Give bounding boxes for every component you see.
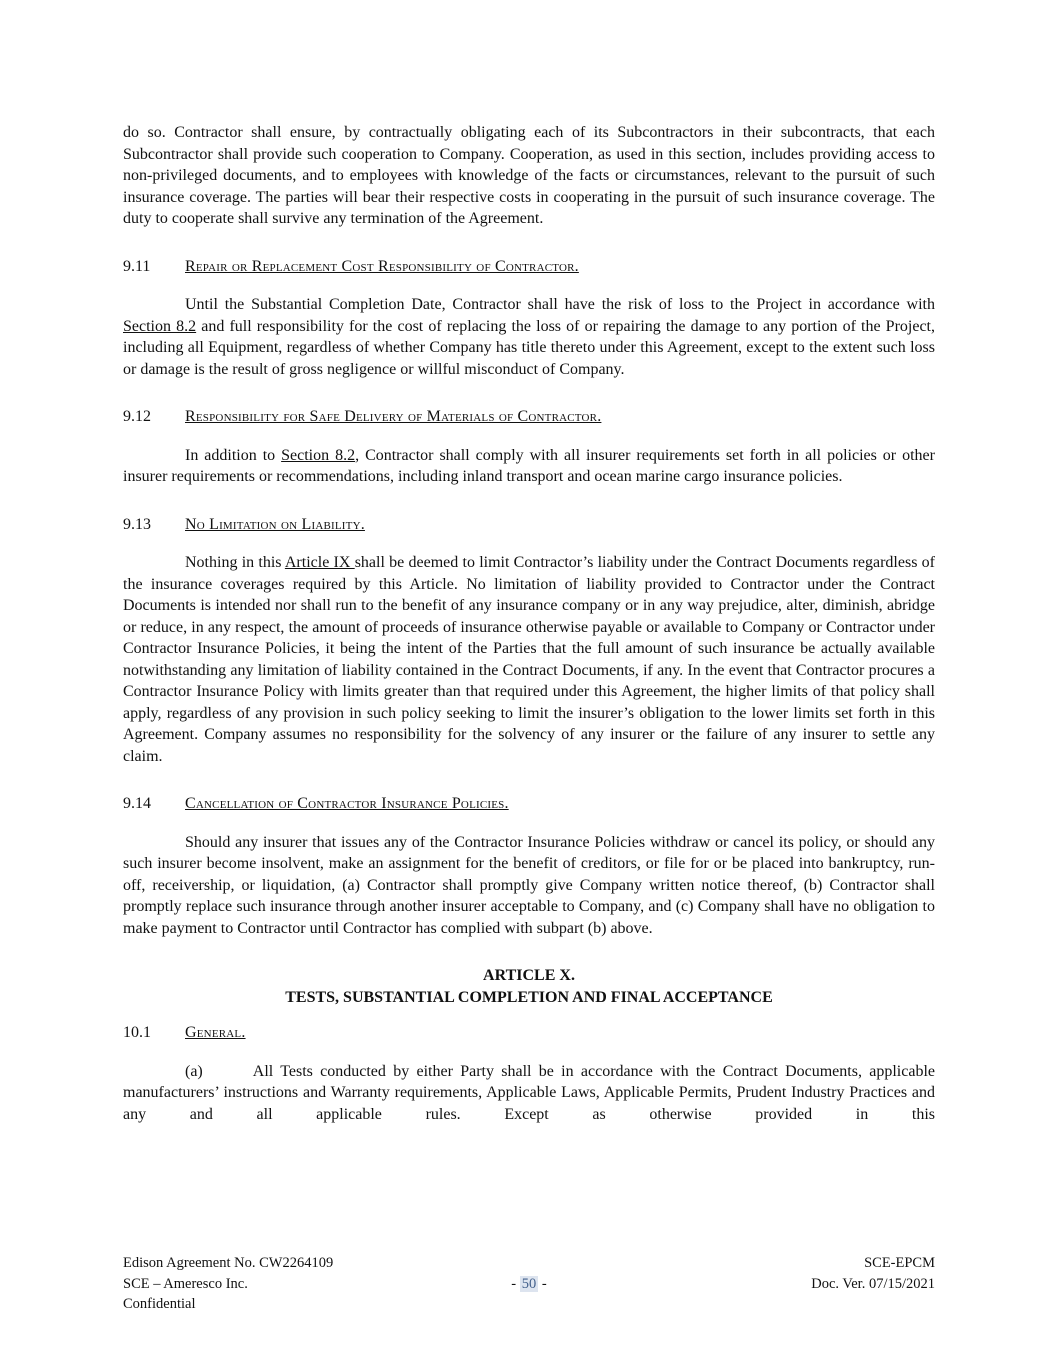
section-title: Responsibility for Safe Delivery of Materials of Contractor. [185, 408, 602, 425]
section-title: Cancellation of Contractor Insurance Policies. [185, 795, 509, 812]
footer-left [123, 1253, 511, 1315]
paragraph-text: and full responsibility for the cost of replacing the loss of or repairing the damage to any portion of the Project, including all Equipment, regardless of whether Company has title thereto under this Agreement, except to the extent such loss or damage is the result of gross negligence or willful misconduct of Company. [123, 317, 935, 378]
paragraph-text: All Tests conducted by either Party shall be in accordance with the Contract Documents, applicable manufacturers’ instructions and Warranty requirements, Applicable Laws, Applicable Permits, Prudent Industry Practices and any and all applicable rules. Except as otherwise provided in this [123, 1062, 935, 1123]
footer-right [547, 1253, 935, 1315]
section-title: Repair or Replacement Cost Responsibility of Contractor. [185, 257, 579, 275]
section-heading-9-14 [123, 793, 935, 815]
paragraph-continuation: do so. Contractor shall ensure, by contractually obligating each of its Subcontractors in their subcontracts, that each Subcontractor shall provide such cooperation to Company. Cooperation, as used in this section, includes providing access to non-privileged documents, and to employees with knowledge of the facts or circumstances, relevant to the pursuit of such insurance coverage. The parties will bear their respective costs in cooperating in the pursuit of such insurance coverage. The duty to cooperate shall survive any termination of the Agreement. [123, 124, 935, 227]
cross-reference-section-8-2: Section 8.2 [123, 317, 197, 335]
cross-reference-article-ix: Article IX [284, 554, 355, 571]
section-title: No Limitation on Liability. [185, 515, 365, 533]
paragraph-text: Nothing in this [185, 554, 285, 571]
footer-confidential-label: Confidential [123, 1296, 196, 1312]
footer-doc-version: Doc. Ver. 07/15/2021 [811, 1275, 935, 1292]
paragraph-text: Until the Substantial Completion Date, Contractor shall have the risk of loss to the Project in accordance with [185, 296, 935, 313]
paragraph-9-12 [123, 445, 935, 488]
section-heading-9-13 [123, 514, 935, 536]
article-number-line: ARTICLE X. [483, 967, 575, 984]
cross-reference-section-8-2: Section 8.2 [281, 446, 356, 464]
section-number: 9.12 [123, 408, 151, 425]
footer-agreement-number: Edison Agreement No. CW2264109 [123, 1255, 334, 1271]
paragraph-9-13 [123, 552, 935, 767]
page-number-dash: - [511, 1275, 520, 1292]
paragraph-text: shall be deemed to limit Contractor’s liability under the Contract Documents regardless of the insurance coverages required by this Article. No limitation of liability provided to Contractor under the Contract Documents is intended nor shall run to the benefit of any insurance company or in any way prejudice, alter, diminish, abridge or reduce, in any respect, the amount of proceeds of insurance otherwise payable or available to Company or Contractor under Contractor Insurance Policies, it being the intent of the Parties that the full amount of such insurance be actually available notwithstanding any limitation of liability contained in the Contract Documents, if any. In the event that Contractor procures a Contractor Insurance Policy with limits greater than that required under this Agreement, the higher limits of that policy shall apply, regardless of any provision in such policy seeking to limit the insurer’s obligation to the lower limits set forth in this Agreement. Company assumes no responsibility for the solvency of any insurer or the failure of any insurer to settle any claim. [123, 554, 936, 765]
paragraph-9-14 [123, 832, 935, 940]
paragraph-text: Should any insurer that issues any of the Contractor Insurance Policies withdraw or cancel its policy, or should any such insurer become insolvent, make an assignment for the benefit of creditors, or file for or be placed into bankruptcy, run-off, receivership, or liquidation, (a) Contractor shall promptly give Company written notice thereof, (b) Contractor shall promptly replace such insurance through another insurer acceptable to Company, and (c) Company shall have no obligation to make payment to Contractor until Contractor has complied with subpart (b) above. [123, 833, 935, 937]
page-footer [123, 1253, 935, 1315]
paragraph-text: In addition to [185, 446, 282, 464]
paragraph-10-1-a [123, 1061, 935, 1126]
section-number: 9.13 [123, 515, 151, 533]
article-title-line: TESTS, SUBSTANTIAL COMPLETION AND FINAL ACCEPTANCE [285, 988, 773, 1006]
section-number: 9.14 [123, 795, 151, 812]
section-heading-9-12 [123, 406, 935, 428]
section-heading-10-1 [123, 1022, 935, 1044]
footer-doc-type: SCE-EPCM [864, 1255, 935, 1271]
article-heading [123, 965, 935, 1008]
section-heading-9-11 [123, 256, 935, 278]
section-number: 10.1 [123, 1024, 151, 1041]
list-marker: (a) [185, 1062, 203, 1080]
page-number-area [511, 1253, 546, 1315]
page-number-field: 50 [521, 1275, 537, 1292]
page-number-dash: - [538, 1275, 547, 1292]
section-number: 9.11 [123, 257, 151, 275]
paragraph-9-11 [123, 294, 935, 380]
paragraph-text: , Contractor shall comply with all insurer requirements set forth in all policies or other insurer requirements or recommendations, including inland transport and ocean marine cargo insurance policies. [123, 446, 935, 485]
section-title: General. [185, 1024, 246, 1041]
footer-parties: SCE – Ameresco Inc. [123, 1275, 248, 1292]
